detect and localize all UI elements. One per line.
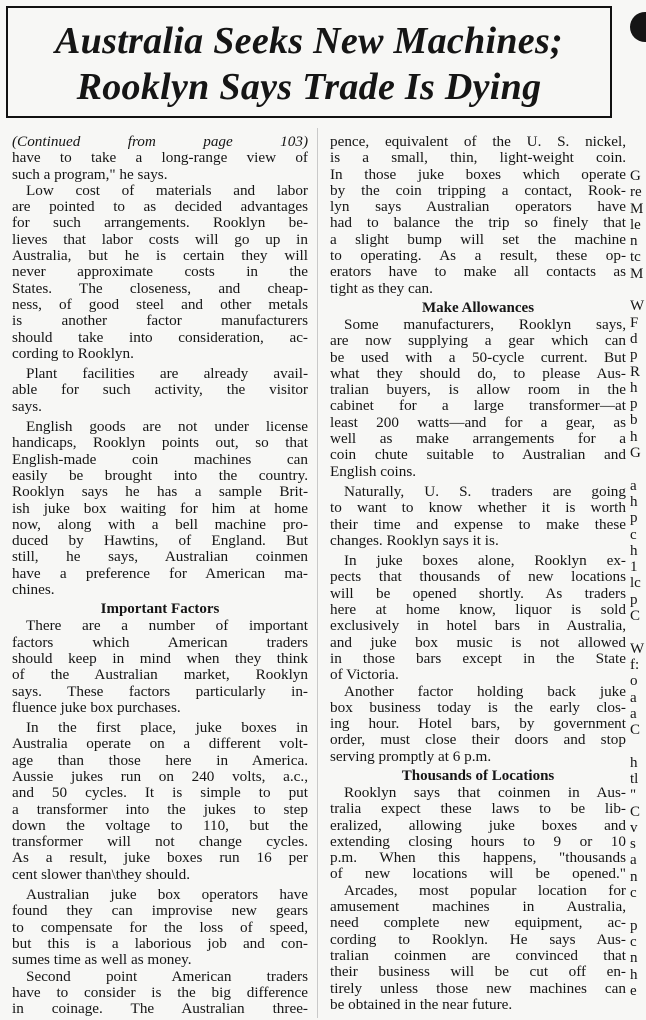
edge-fragment-line: p — [630, 917, 638, 934]
edge-fragment-line: h — [630, 428, 638, 445]
article-column-left — [12, 134, 308, 1017]
edge-fragment-line — [630, 738, 646, 754]
article-line: Some manufacturers, Rooklyn says, — [344, 315, 626, 333]
edge-fragment-line: h — [630, 379, 638, 396]
article-line: never approximate costs in the — [12, 263, 308, 281]
edge-fragment-line: h — [630, 542, 638, 559]
article-line: down the voltage to 110, but the — [12, 816, 308, 834]
section-subhead: Thousands of Locations — [401, 767, 555, 784]
edge-fragment-line: p — [630, 510, 638, 527]
edge-fragment-line: b — [630, 412, 638, 429]
article-line: box business today is the early clos- — [330, 698, 626, 716]
article-line: still, he says, Australian coinmen — [12, 548, 308, 566]
article-line: what they should do, to please Aus- — [330, 364, 626, 382]
continued-note: (Continued from page 103) — [12, 133, 308, 150]
article-line: English coins. — [330, 462, 417, 480]
article-line: easily be brought into the country. — [12, 466, 308, 484]
article-line: Rooklyn says he has a sample Brit- — [12, 483, 308, 501]
article-line: tralian coinmen are convinced that — [330, 946, 626, 964]
edge-fragment-line: G — [630, 445, 641, 462]
article-line: duced by Hawtins, of England. But — [12, 532, 308, 550]
edge-fragment-line: a — [630, 477, 637, 494]
article-line: Arcades, most popular location for — [344, 881, 626, 899]
article-line: exclusively in hotel bars in Australia, — [330, 617, 626, 635]
article-line: cording to Rooklyn. He says Aus- — [330, 930, 626, 948]
article-line: Australian juke box operators have — [26, 886, 308, 904]
article-line: ness, of good steel and other metals — [12, 295, 308, 313]
article-line: have to consider is the big difference — [12, 983, 308, 1001]
article-line: and 50 cycles. It is simple to put — [12, 784, 308, 802]
article-line: a slight bump will set the machine — [330, 230, 626, 248]
edge-fragment-line: C — [630, 608, 641, 625]
edge-fragment-line: W — [630, 298, 645, 315]
article-line: handicaps, Rooklyn points out, so that — [12, 434, 308, 452]
edge-fragment-line: o — [630, 673, 638, 690]
edge-fragment-line: h — [630, 966, 638, 983]
article-line: There are a number of important — [26, 617, 308, 635]
article-line: in those bars except in the State — [330, 649, 626, 667]
article-line: Australia operate on a different volt- — [12, 735, 308, 753]
article-line: their time and expense to make these — [330, 515, 626, 533]
article-line: serving promptly at 6 p.m. — [330, 747, 492, 765]
article-line: lieves that labor costs will go up in — [12, 230, 308, 248]
article-line: amusement machines in Australia, — [330, 898, 626, 916]
column-divider — [317, 128, 318, 1018]
article-line: States. The closeness, and cheap- — [12, 279, 308, 297]
article-line: are now supplying a gear which can — [330, 332, 626, 350]
edge-fragment-line: h — [630, 754, 638, 771]
article-column-right — [330, 134, 626, 1013]
edge-fragment-line: h — [630, 493, 638, 510]
article-line: of Victoria. — [330, 666, 399, 684]
article-line: will be opened shortly. As traders — [330, 584, 626, 602]
edge-fragment-line — [630, 901, 646, 917]
article-line: to operating. As a result, these op- — [330, 247, 626, 265]
edge-fragment-line: le — [630, 216, 641, 233]
adjacent-headline-fragment — [630, 12, 646, 42]
edge-fragment-line: n — [630, 950, 638, 967]
edge-fragment-line: n — [630, 868, 638, 885]
article-line: coin chute suitable to Australian and — [330, 446, 626, 464]
edge-fragment-line: re — [630, 184, 642, 201]
article-line: ing hour. Hotel bars, by government — [330, 715, 626, 733]
article-line: changes. Rooklyn says it is. — [330, 531, 499, 549]
headline-line-2: Rooklyn Says Trade Is Dying — [76, 66, 542, 108]
edge-fragment-line: c — [630, 526, 637, 543]
article-line: lyn says Australian operators have — [330, 198, 626, 216]
article-line: cent slower than\they should. — [12, 865, 190, 883]
edge-fragment-line: d — [630, 330, 638, 347]
article-line: pects that thousands of new locations — [330, 568, 626, 586]
article-line: be obtained in the near future. — [330, 995, 513, 1013]
article-line: is a small, thin, light-weight coin. — [330, 149, 626, 167]
article-line: fluence juke box purchases. — [12, 698, 181, 716]
edge-fragment-line — [630, 624, 646, 640]
article-line: Plant facilities are already avail- — [26, 365, 308, 383]
article-line: cording to Rooklyn. — [12, 344, 134, 362]
edge-fragment-line: C — [630, 803, 641, 820]
article-line: Australia, but he is certain they will — [12, 247, 308, 265]
article-line: able for such activity, the visitor — [12, 381, 308, 399]
article-line: here at home know, liquor is sold — [330, 601, 626, 619]
edge-fragment-line: p — [630, 591, 638, 608]
article-line: ish juke box waiting for him at home — [12, 499, 308, 517]
article-line: of new locations will be opened." — [330, 865, 626, 883]
article-line: now, along with a bell machine pro- — [12, 515, 308, 533]
article-line: need complete new equipment, ac- — [330, 914, 626, 932]
article-line: had to balance the trip so finely that — [330, 214, 626, 232]
edge-fragment-line: c — [630, 885, 637, 902]
article-line: in coinage. The Australian three- — [12, 1000, 308, 1018]
edge-fragment-line: f: — [630, 656, 640, 673]
article-line: to compensate for the loss of speed, — [12, 918, 308, 936]
article-line: Another factor holding back juke — [344, 682, 626, 700]
article-line: tight as they can. — [330, 279, 433, 297]
article-line: such a program," he says. — [12, 165, 168, 183]
section-subhead: Make Allowances — [421, 299, 535, 316]
edge-fragment-line: s — [630, 836, 636, 853]
article-line: says. — [12, 397, 42, 415]
edge-fragment-line: " — [630, 787, 637, 804]
article-line: chines. — [12, 581, 55, 599]
article-line: for such arrangements. Rooklyn be- — [12, 214, 308, 232]
section-subhead: Important Factors — [100, 601, 220, 618]
edge-fragment-line: a — [630, 689, 637, 706]
adjacent-column-fragment — [630, 168, 646, 999]
edge-fragment-line: lc — [630, 575, 641, 592]
article-line: should take into consideration, ac- — [12, 328, 308, 346]
article-line: Low cost of materials and labor — [26, 181, 308, 199]
article-line: eralized, allowing juke boxes and — [330, 816, 626, 834]
headline-line-1: Australia Seeks New Machines; — [54, 20, 564, 62]
article-line: have to take a long-range view of — [12, 149, 308, 167]
article-line: English-made coin machines can — [12, 450, 308, 468]
edge-fragment-line: e — [630, 982, 637, 999]
article-line: a transformer into the jukes to step — [12, 800, 308, 818]
article-line: Aussie jukes run on 240 volts, a.c., — [12, 767, 308, 785]
edge-fragment-line: W — [630, 640, 645, 657]
article-line: In the first place, juke boxes in — [26, 719, 308, 737]
article-line: age than those here in America. — [12, 751, 308, 769]
edge-fragment-line: a — [630, 852, 637, 869]
adjacent-article-edge — [624, 0, 646, 1020]
article-line: p.m. When this happens, "thousands — [330, 849, 626, 867]
article-line: As a result, juke boxes run 16 per — [12, 849, 308, 867]
edge-fragment-line: R — [630, 363, 641, 380]
article-line: least 200 watts—and for a gear, as — [330, 413, 626, 431]
edge-fragment-line: tc — [630, 249, 641, 266]
edge-fragment-line: p — [630, 347, 638, 364]
edge-fragment-line: p — [630, 396, 638, 413]
article-line: tirely unless those new machines can — [330, 979, 626, 997]
edge-fragment-line — [630, 282, 646, 298]
article-line: are pointed to as decided advantages — [12, 198, 308, 216]
article-line: erators have to make all contacts as — [330, 263, 626, 281]
edge-fragment-line: n — [630, 233, 638, 250]
edge-fragment-line: M — [630, 200, 644, 217]
article-line: Rooklyn says that coinmen in Aus- — [344, 783, 626, 801]
edge-fragment-line: C — [630, 722, 641, 739]
edge-fragment-line: G — [630, 168, 641, 184]
article-line: is another factor manufacturers — [12, 312, 308, 330]
article-line: should keep in mind when they think — [12, 649, 308, 667]
edge-fragment-line: c — [630, 933, 637, 950]
edge-fragment-line: tl — [630, 770, 639, 787]
article-line: factors which American traders — [12, 633, 308, 651]
edge-fragment-line: 1 — [630, 559, 638, 576]
article-line: but this is a laborious job and con- — [12, 934, 308, 952]
article-line: to want to know whether it is worth — [330, 499, 626, 517]
article-line: English goods are not under license — [26, 418, 308, 436]
article-line: tralia expect these laws to be lib- — [330, 800, 626, 818]
article-line: cabinet for a large transformer—at — [330, 397, 626, 415]
article-line: have a preference for American ma- — [12, 564, 308, 582]
article-line: be used with a 50-cycle current. But — [330, 348, 626, 366]
edge-fragment-line: v — [630, 819, 638, 836]
article-line: their business will be cut off en- — [330, 963, 626, 981]
article-line: pence, equivalent of the U. S. nickel, — [330, 133, 626, 150]
article-line: In those juke boxes which operate — [330, 165, 626, 183]
edge-fragment-line: F — [630, 314, 639, 331]
article-line: found they can improvise new gears — [12, 902, 308, 920]
article-line: extending closing hours to 9 or 10 — [330, 832, 626, 850]
edge-fragment-line: M — [630, 265, 644, 282]
edge-fragment-line — [630, 461, 646, 477]
article-line: and juke box music is not allowed — [330, 633, 626, 651]
article-line: says. These factors particularly in- — [12, 682, 308, 700]
article-line: order, must close their doors and stop — [330, 731, 626, 749]
article-line: tralian buyers, is allow room in the — [330, 381, 626, 399]
article-line: of the Australian market, Rooklyn — [12, 666, 308, 684]
edge-fragment-line: a — [630, 705, 637, 722]
article-line: Naturally, U. S. traders are going — [344, 482, 626, 500]
headline-box — [6, 6, 612, 118]
article-line: In juke boxes alone, Rooklyn ex- — [344, 552, 626, 570]
article-line: Second point American traders — [26, 967, 308, 985]
article-line: sumes time as well as money. — [12, 951, 192, 969]
article-line: by the coin tripping a contact, Rook- — [330, 181, 626, 199]
article-line: transformer will not change cycles. — [12, 833, 308, 851]
article-line: well as make arrangements for a — [330, 430, 626, 448]
